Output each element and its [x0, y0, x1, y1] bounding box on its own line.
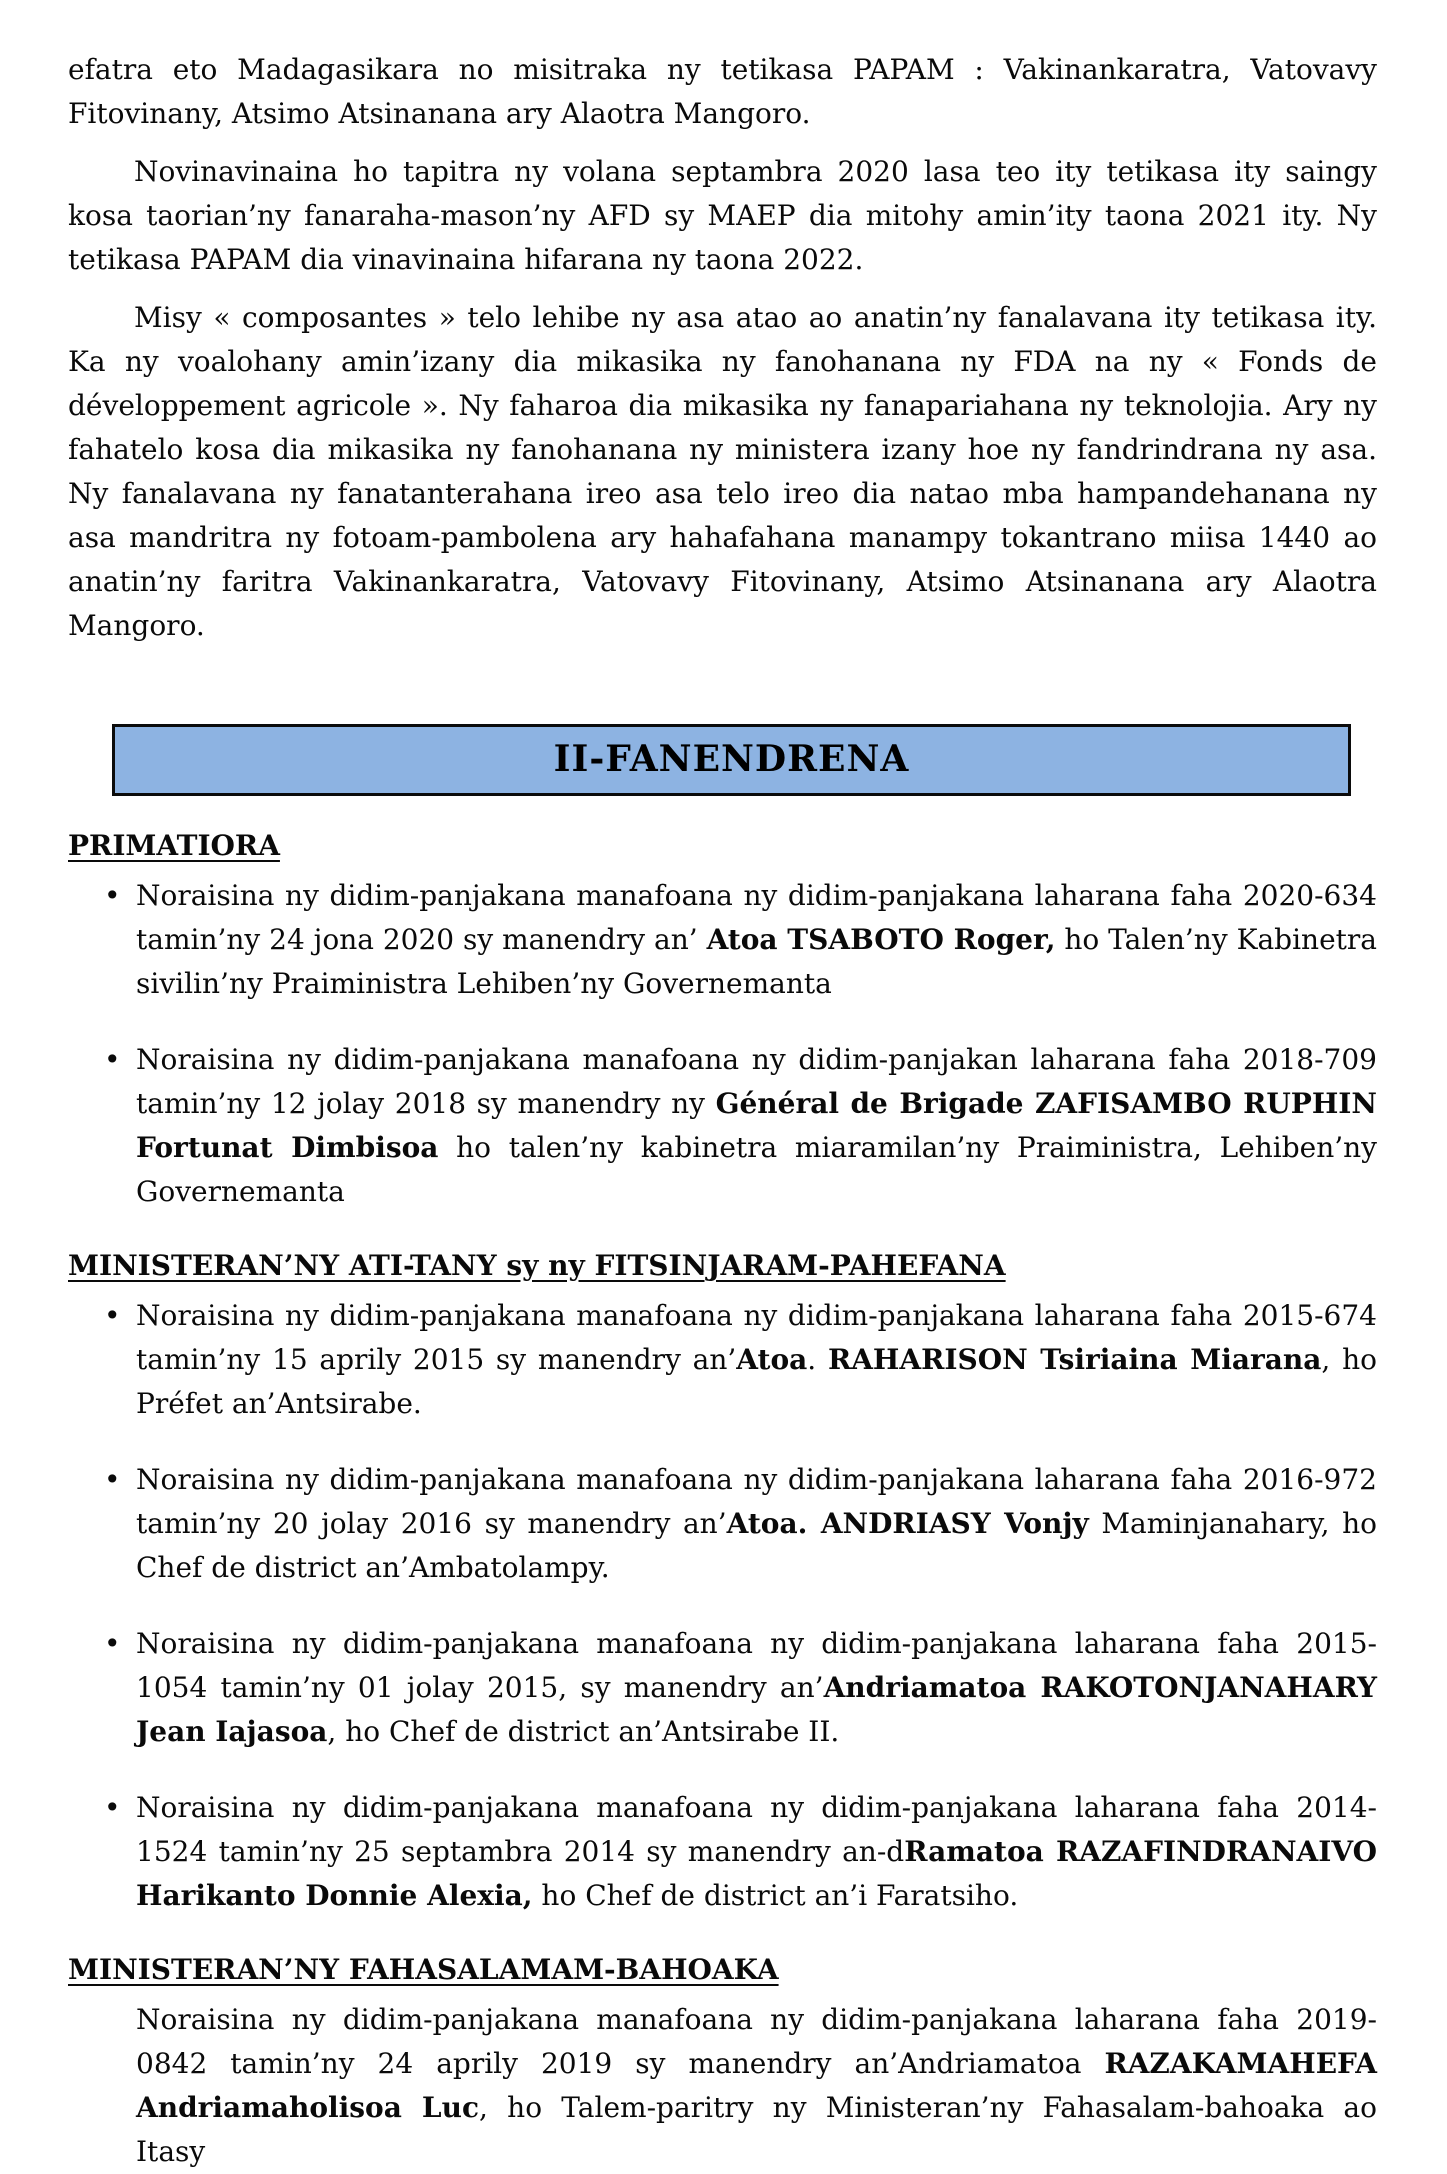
text-segment: .: [807, 1343, 828, 1376]
appointment-item: [68, 1458, 1377, 1590]
section-heading: PRIMATIORA: [68, 829, 280, 862]
text-segment: ho talen’ny kabinetra miaramilan’ny Praiministra, Lehiben’ny Governemanta: [136, 1131, 1378, 1208]
appointment-list: [68, 874, 1377, 1214]
text-segment: Noraisina ny didim-panjakana manafoana ny didim-panjakana laharana faha 2014-1524 tamin’ny 25 septambra 2014 sy manendry an-d: [136, 1791, 1377, 1868]
paragraph: [68, 296, 1377, 648]
text-segment: Misy « composantes » telo lehibe ny asa atao ao anatin’ny fanalavana ity tetikasa ity. Ka ny voalohany amin’izany dia mikasika ny fanohanana ny FDA na ny « Fonds de développement agricole ». Ny faharoa dia mikasika ny fanapariahana ny teknolojia. Ary ny fahatelo kosa dia mikasika ny fanohanana ny ministera izany hoe ny fandrindrana ny asa. Ny fanalavana ny fanatanterahana ireo asa telo ireo dia natao mba hampandehanana ny asa mandritra ny fotoam-pambolena ary hahafahana manampy tokantrano miisa 1440 ao anatin’ny faritra Vakinankaratra, Vatovavy Fitovinany, Atsimo Atsinanana ary Alaotra Mangoro.: [68, 301, 1377, 642]
text-segment: Noraisina ny didim-panjakana manafoana ny didim-panjakana laharana faha 2015-1054 tamin’ny 01 jolay 2015, sy manendry an’: [136, 1627, 1377, 1704]
ministry-section: [68, 826, 1377, 1214]
appointment-list: [68, 1294, 1377, 1918]
bold-text-segment: Andriamatoa RAKOTONJANAHARY Jean Iajasoa: [136, 1671, 1377, 1748]
bold-text-segment: RAZAKAMAHEFA Andriamaholisoa Luc: [136, 2047, 1377, 2124]
appointment-list: [68, 1998, 1377, 2174]
bold-text-segment: Ramatoa RAZAFINDRANAIVO Harikanto Donnie Alexia,: [136, 1835, 1377, 1912]
ministry-section: [68, 1950, 1377, 2174]
bold-text-segment: Général de Brigade ZAFISAMBO RUPHIN Fortunat Dimbisoa: [136, 1087, 1377, 1164]
text-segment: Noraisina ny didim-panjakana manafoana ny didim-panjakana laharana faha 2020-634 tamin’ny 24 jona 2020 sy manendry an’: [136, 879, 1377, 956]
appointment-item: [68, 1294, 1377, 1426]
appointment-item: [68, 874, 1377, 1006]
appointment-item: [68, 1786, 1377, 1918]
text-segment: Noraisina ny didim-panjakana manafoana ny didim-panjakana laharana faha 2015-674 tamin’ny 15 aprily 2015 sy manendry an’: [136, 1299, 1377, 1376]
text-segment: Noraisina ny didim-panjakana manafoana ny didim-panjakan laharana faha 2018-709 tamin’ny 12 jolay 2018 sy manendry ny: [136, 1043, 1377, 1120]
bold-text-segment: Atoa. ANDRIASY Vonjy: [726, 1507, 1089, 1540]
text-segment: Noraisina ny didim-panjakana manafoana ny didim-panjakana laharana faha 2016-972 tamin’ny 20 jolay 2016 sy manendry an’: [136, 1463, 1377, 1540]
appointment-item: [68, 1038, 1377, 1214]
text-segment: ho Talen’ny Kabinetra sivilin’ny Praiministra Lehiben’ny Governemanta: [136, 923, 1377, 1000]
bold-text-segment: Atoa: [736, 1343, 808, 1376]
intro-paragraphs: [68, 48, 1377, 648]
bold-text-segment: RAHARISON Tsiriaina Miarana: [827, 1343, 1322, 1376]
text-segment: Maminjanahary, ho Chef de district an’Ambatolampy.: [136, 1507, 1377, 1584]
bold-text-segment: Atoa TSABOTO Roger,: [706, 923, 1056, 956]
text-segment: , ho Chef de district an’Antsirabe II.: [327, 1715, 840, 1748]
text-segment: ho Chef de district an’i Faratsiho.: [532, 1879, 1019, 1912]
paragraph: [68, 150, 1377, 282]
text-segment: , ho Préfet an’Antsirabe.: [136, 1343, 1377, 1420]
section-heading: MINISTERAN’NY FAHASALAMAM-BAHOAKA: [68, 1953, 779, 1986]
appointment-item: [68, 1622, 1377, 1754]
text-segment: Noraisina ny didim-panjakana manafoana ny didim-panjakana laharana faha 2019-0842 tamin’ny 24 aprily 2019 sy manendry an’Andriamatoa: [136, 2003, 1377, 2080]
section-heading: MINISTERAN’NY ATI-TANY sy ny FITSINJARAM-PAHEFANA: [68, 1249, 1006, 1282]
ministry-section: [68, 1246, 1377, 1918]
appointment-paragraph: [68, 1998, 1377, 2174]
text-segment: , ho Talem-paritry ny Ministeran’ny Fahasalam-bahoaka ao Itasy: [136, 2091, 1377, 2168]
paragraph: [68, 48, 1377, 136]
text-segment: Novinavinaina ho tapitra ny volana septambra 2020 lasa teo ity tetikasa ity saingy kosa taorian’ny fanaraha-mason’ny AFD sy MAEP dia mitohy amin’ity taona 2021 ity. Ny tetikasa PAPAM dia vinavinaina hifarana ny taona 2022.: [68, 155, 1377, 276]
section-title-banner: [112, 724, 1351, 796]
text-segment: efatra eto Madagasikara no misitraka ny tetikasa PAPAM : Vakinankaratra, Vatovavy Fitovinany, Atsimo Atsinanana ary Alaotra Mangoro.: [68, 53, 1377, 130]
section-title: II-FANENDRENA: [553, 738, 910, 780]
appointments-sections: [68, 826, 1377, 2174]
